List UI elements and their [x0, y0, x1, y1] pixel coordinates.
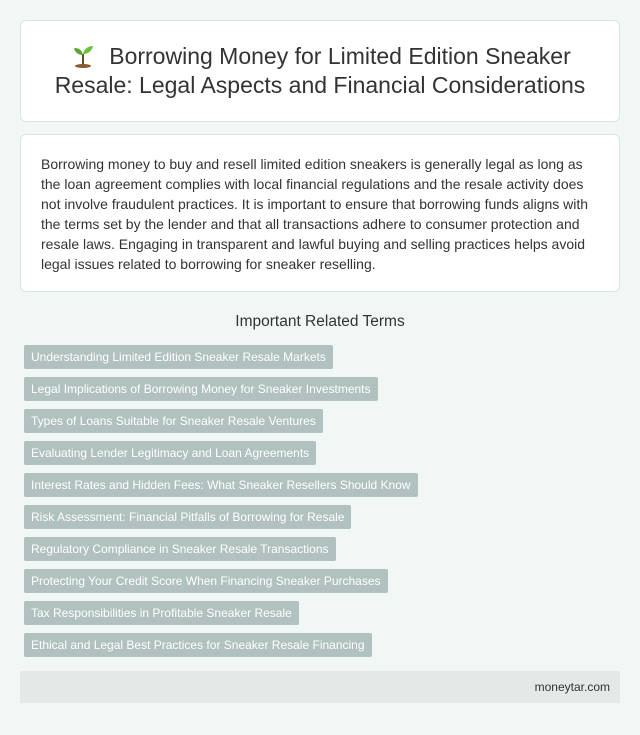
term-tag[interactable]: Understanding Limited Edition Sneaker Resale Markets — [24, 345, 333, 369]
sprout-icon — [69, 42, 97, 68]
footer-bar — [20, 671, 620, 703]
header-card — [20, 20, 620, 122]
term-tag[interactable]: Tax Responsibilities in Profitable Sneaker Resale — [24, 601, 299, 625]
intro-card — [20, 134, 620, 292]
page-title-text: Borrowing Money for Limited Edition Sneaker Resale: Legal Aspects and Financial Considerations — [54, 43, 586, 98]
term-tag[interactable]: Ethical and Legal Best Practices for Sneaker Resale Financing — [24, 633, 372, 657]
term-tag[interactable]: Evaluating Lender Legitimacy and Loan Agreements — [24, 441, 316, 465]
related-terms-list — [24, 345, 620, 665]
related-terms-heading: Important Related Terms — [235, 313, 405, 330]
page-title — [41, 42, 599, 100]
term-tag[interactable]: Risk Assessment: Financial Pitfalls of Borrowing for Resale — [24, 505, 351, 529]
term-tag[interactable]: Protecting Your Credit Score When Financing Sneaker Purchases — [24, 569, 388, 593]
term-tag[interactable]: Types of Loans Suitable for Sneaker Resale Ventures — [24, 409, 323, 433]
term-tag[interactable]: Regulatory Compliance in Sneaker Resale Transactions — [24, 537, 336, 561]
term-tag[interactable]: Interest Rates and Hidden Fees: What Sneaker Resellers Should Know — [24, 473, 418, 497]
term-tag[interactable]: Legal Implications of Borrowing Money for Sneaker Investments — [24, 377, 378, 401]
intro-paragraph: Borrowing money to buy and resell limited edition sneakers is generally legal as long as the loan agreement complies with local financial regulations and the resale activity does not involve fraudulent practices. It is important to ensure that borrowing funds aligns with the terms set by the lender and that all transactions adhere to consumer protection and resale laws. Engaging in transparent and lawful buying and selling practices helps avoid legal issues related to borrowing for sneaker reselling. — [41, 156, 589, 272]
footer-site-link[interactable]: moneytar.com — [534, 680, 610, 694]
